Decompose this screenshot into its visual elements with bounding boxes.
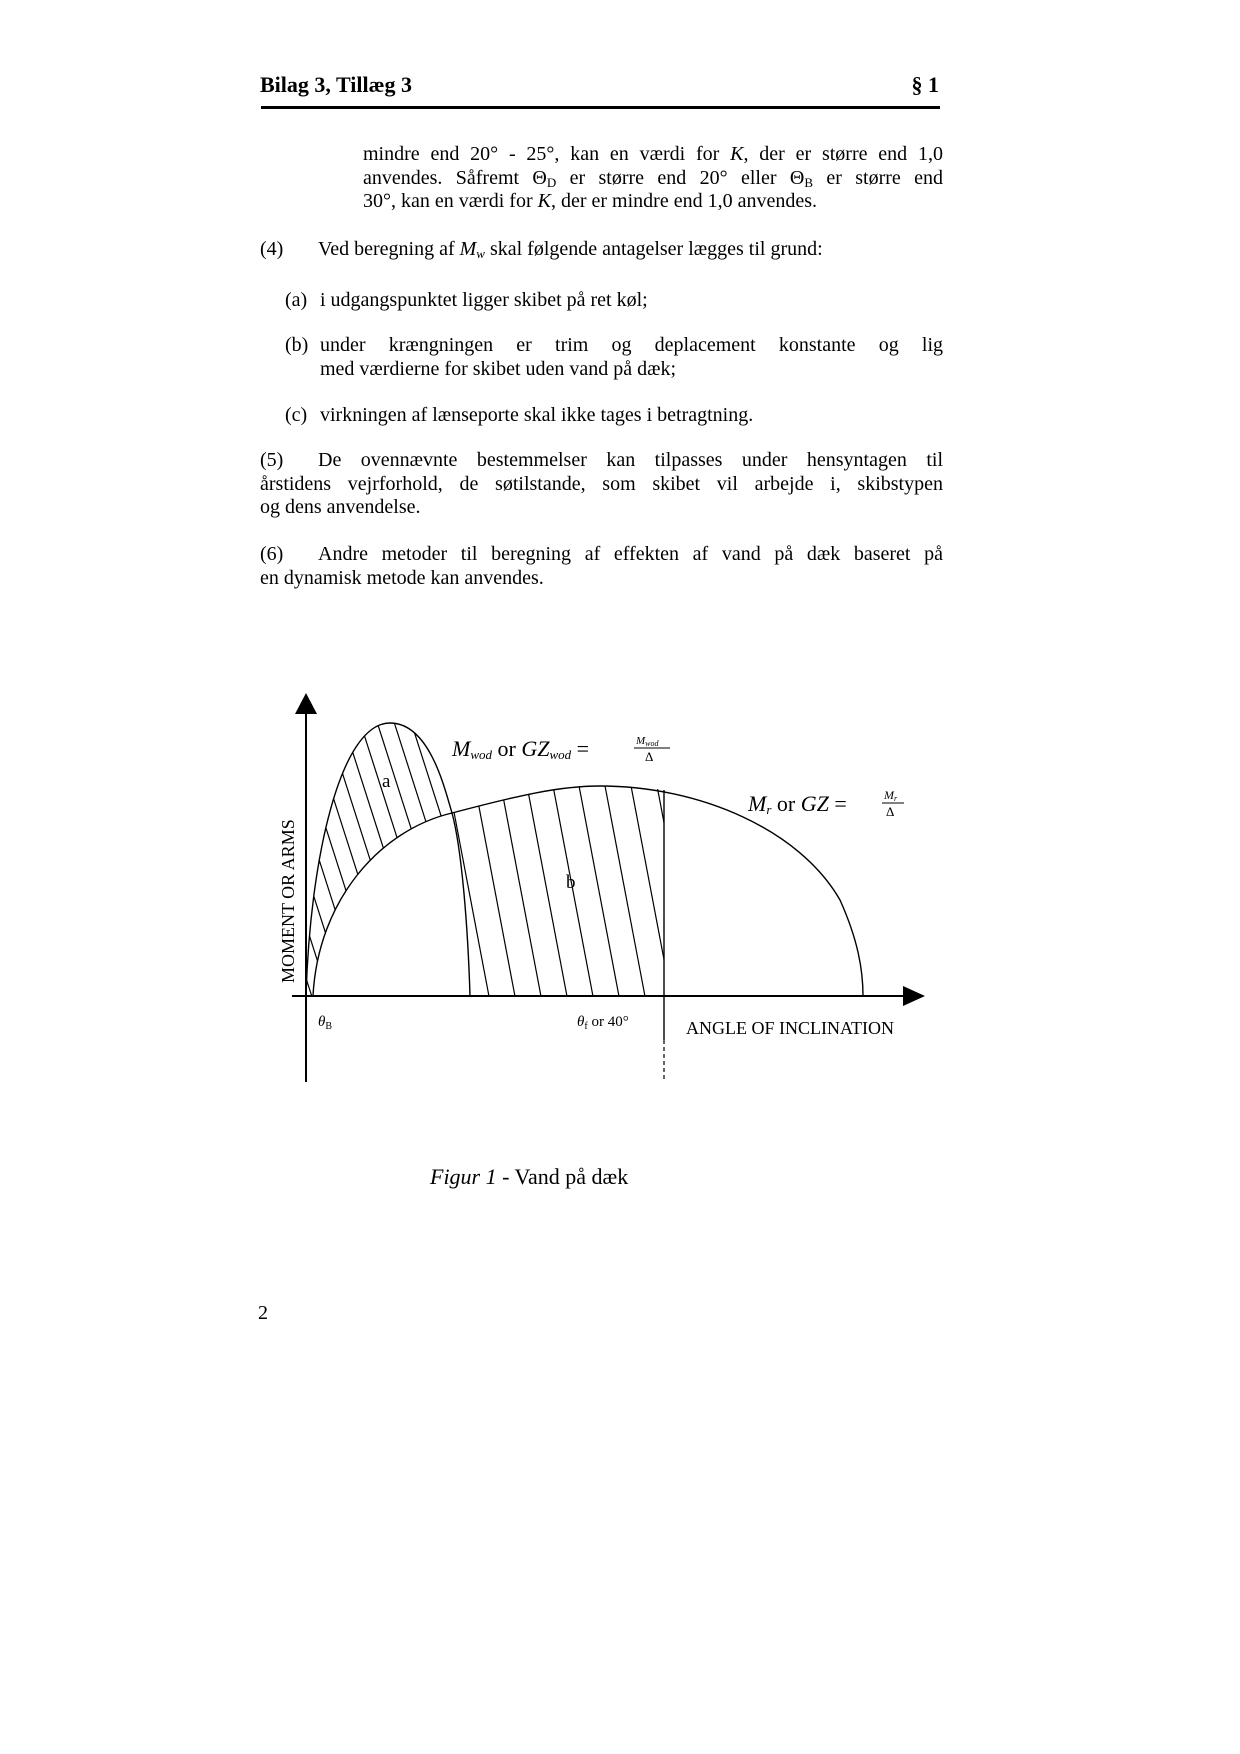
svg-text:Δ: Δ <box>645 749 654 764</box>
svg-text:Mr or GZ =: Mr or GZ = <box>748 791 847 817</box>
running-header-title: Bilag 3, Tillæg 3 <box>260 72 413 97</box>
para-line: årstidens vejrforhold, de søtilstande, som skibet vil arbejde i, skibstypen <box>260 472 943 495</box>
gz-formula-label <box>747 788 904 819</box>
svg-text:Mr: Mr <box>884 788 898 803</box>
page-number: 2 <box>258 1302 268 1324</box>
hatch-line <box>628 770 672 1000</box>
y-axis-label: MOMENT OR ARMS <box>278 819 298 983</box>
item-6-number: (6) <box>260 543 284 565</box>
running-header-section: § 1 <box>911 72 939 97</box>
hatch-line <box>302 700 398 1000</box>
hatch-line <box>576 770 620 1000</box>
area-a-label: a <box>382 771 391 792</box>
subitem-a-text: i udgangspunktet ligger skibet på ret køl; <box>320 289 648 311</box>
para-line: (5) De ovennævnte bestemmelser kan tilpasses under hensyntagen til <box>260 449 943 471</box>
hatch-line <box>472 770 516 1000</box>
hatch-line <box>524 770 568 1000</box>
x-axis-label: ANGLE OF INCLINATION <box>686 1018 894 1038</box>
para-line: og dens anvendelse. <box>260 496 421 518</box>
hatch-line <box>217 700 313 1000</box>
gz-righting-curve <box>313 786 863 996</box>
svg-text:Mwod: Mwod <box>636 735 659 748</box>
mwod-formula-label <box>451 735 670 764</box>
theta-b-label: $\theta_B$ <box>318 1014 333 1032</box>
para-line: med værdierne for skibet uden vand på dæk; <box>320 357 677 380</box>
para-line: under krængningen er trim og deplacement konstante og lig <box>320 334 943 356</box>
para-line: en dynamisk metode kan anvendes. <box>260 566 544 589</box>
subitem-a-label: (a) <box>285 289 308 311</box>
para-line: mindre end 20° - 25°, kan en værdi for K, der er større end 1,0 <box>363 143 943 165</box>
subitem-b-label: (b) <box>285 334 309 356</box>
mwod-heeling-curve <box>306 723 470 996</box>
theta-f-label: $\theta_f$ or 40° <box>577 1014 629 1032</box>
hatch-line <box>602 770 646 1000</box>
para-line: (6) Andre metoder til beregning af effekten af vand på dæk baseret på <box>260 543 943 565</box>
svg-text:Δ: Δ <box>886 804 895 819</box>
hatch-line <box>654 770 698 1000</box>
subitem-c-text: virkningen af lænseporte skal ikke tages i betragtning. <box>320 404 754 426</box>
item-4-text: Ved beregning af $M_w$ skal følgende antagelser lægges til grund: <box>318 238 823 261</box>
figure-caption: Figur 1 - Vand på dæk <box>430 1164 629 1189</box>
subitem-c-label: (c) <box>285 404 308 426</box>
para-line: anvendes. Såfremt $\Theta_D$ er større end 20° eller $\Theta_B$ er større end <box>363 166 944 190</box>
para-line: 30°, kan en værdi for K, der er mindre end 1,0 anvendes. <box>363 190 817 212</box>
x-axis-arrow-icon <box>903 986 925 1006</box>
hatch-line <box>680 770 724 1000</box>
y-axis-arrow-icon <box>295 693 317 714</box>
hatch-line <box>420 770 464 1000</box>
svg-text:Mwod or GZwod =: Mwod or GZwod = <box>452 736 590 762</box>
item-5-number: (5) <box>260 449 284 471</box>
item-4-number: (4) <box>260 238 284 260</box>
hatch-line <box>498 770 542 1000</box>
area-b-label: b <box>566 872 576 893</box>
